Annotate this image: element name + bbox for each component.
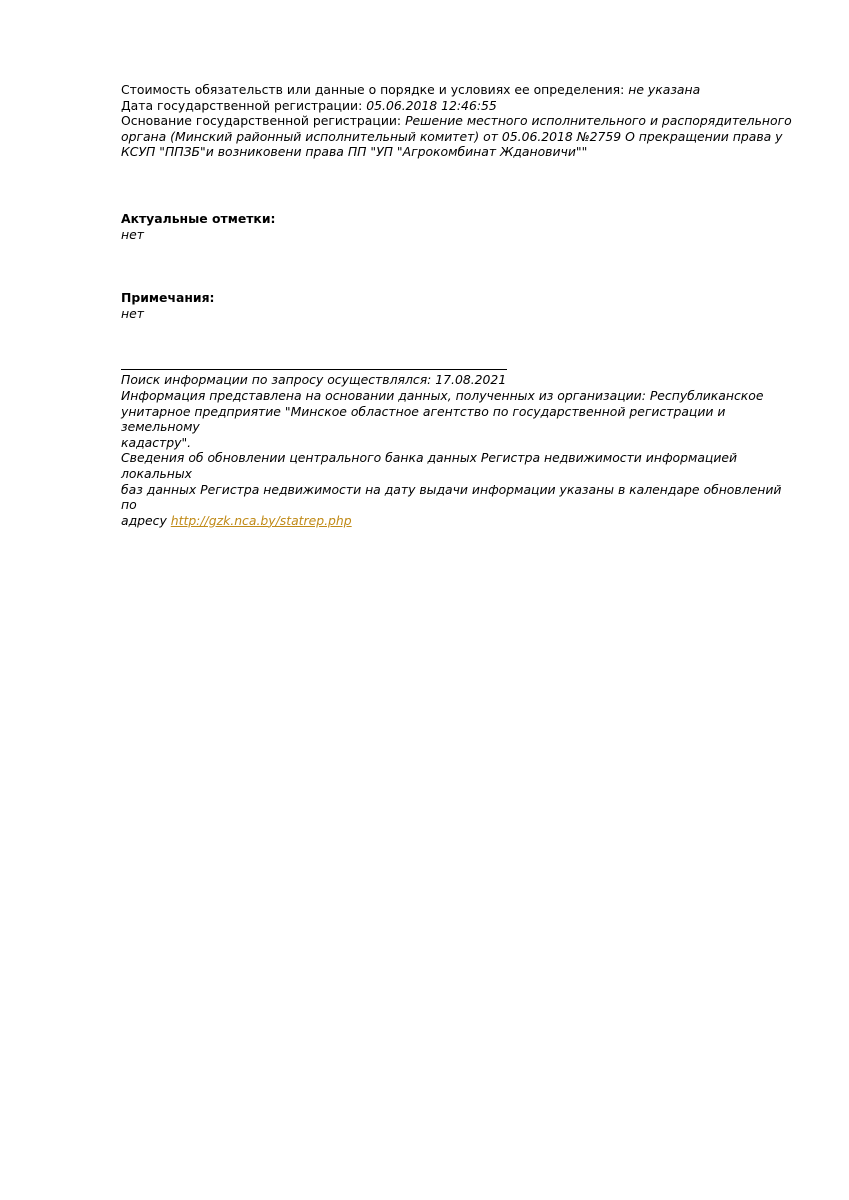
footer-block xyxy=(121,372,801,528)
basis-row xyxy=(121,113,801,129)
actual-marks-heading: Актуальные отметки: xyxy=(121,210,276,226)
document-page xyxy=(121,82,801,528)
notes-heading: Примечания: xyxy=(121,290,215,306)
actual-marks-section xyxy=(121,211,801,242)
statrep-link[interactable]: http://gzk.nca.by/statrep.php xyxy=(170,512,352,528)
cost-label: Стоимость обязательств или данные о порядке и условиях ее определения: xyxy=(121,82,625,97)
cost-value: не указана xyxy=(628,82,701,97)
update-line2: баз данных Регистра недвижимости на дату выдачи информации указаны в календаре обновлений по xyxy=(121,481,782,513)
update-line3-prefix: адресу xyxy=(121,512,167,528)
date-row xyxy=(121,98,801,114)
source-line2: унитарное предприятие "Минское областное агентство по государственной регистрации и земельному xyxy=(121,403,726,435)
basis-value-line2: органа (Минский районный исполнительный комитет) от 05.06.2018 №2759 О прекращении права у xyxy=(121,128,783,144)
update-line3 xyxy=(121,513,801,529)
update-line1: Сведения об обновлении центрального банка данных Регистра недвижимости информацией локальных xyxy=(121,450,738,481)
notes-section xyxy=(121,290,801,321)
date-label: Дата государственной регистрации: xyxy=(121,97,363,113)
basis-value-line1: Решение местного исполнительного и распорядительного xyxy=(405,113,792,129)
footer-divider xyxy=(121,369,507,370)
cost-row xyxy=(121,82,801,98)
registration-block xyxy=(121,82,801,160)
search-date-text: Поиск информации по запросу осуществлялся: 17.08.2021 xyxy=(121,372,507,388)
basis-label: Основание государственной регистрации: xyxy=(121,113,402,129)
source-line1: Информация представлена на основании данных, полученных из организации: Республиканское xyxy=(121,387,764,403)
actual-marks-value: нет xyxy=(121,226,144,242)
basis-value-line3: КСУП "ППЗБ"и возниковени права ПП "УП "Агрокомбинат Ждановичи"" xyxy=(121,144,588,160)
date-value: 05.06.2018 12:46:55 xyxy=(366,97,497,113)
notes-value: нет xyxy=(121,305,144,321)
source-line3: кадастру". xyxy=(121,434,192,450)
